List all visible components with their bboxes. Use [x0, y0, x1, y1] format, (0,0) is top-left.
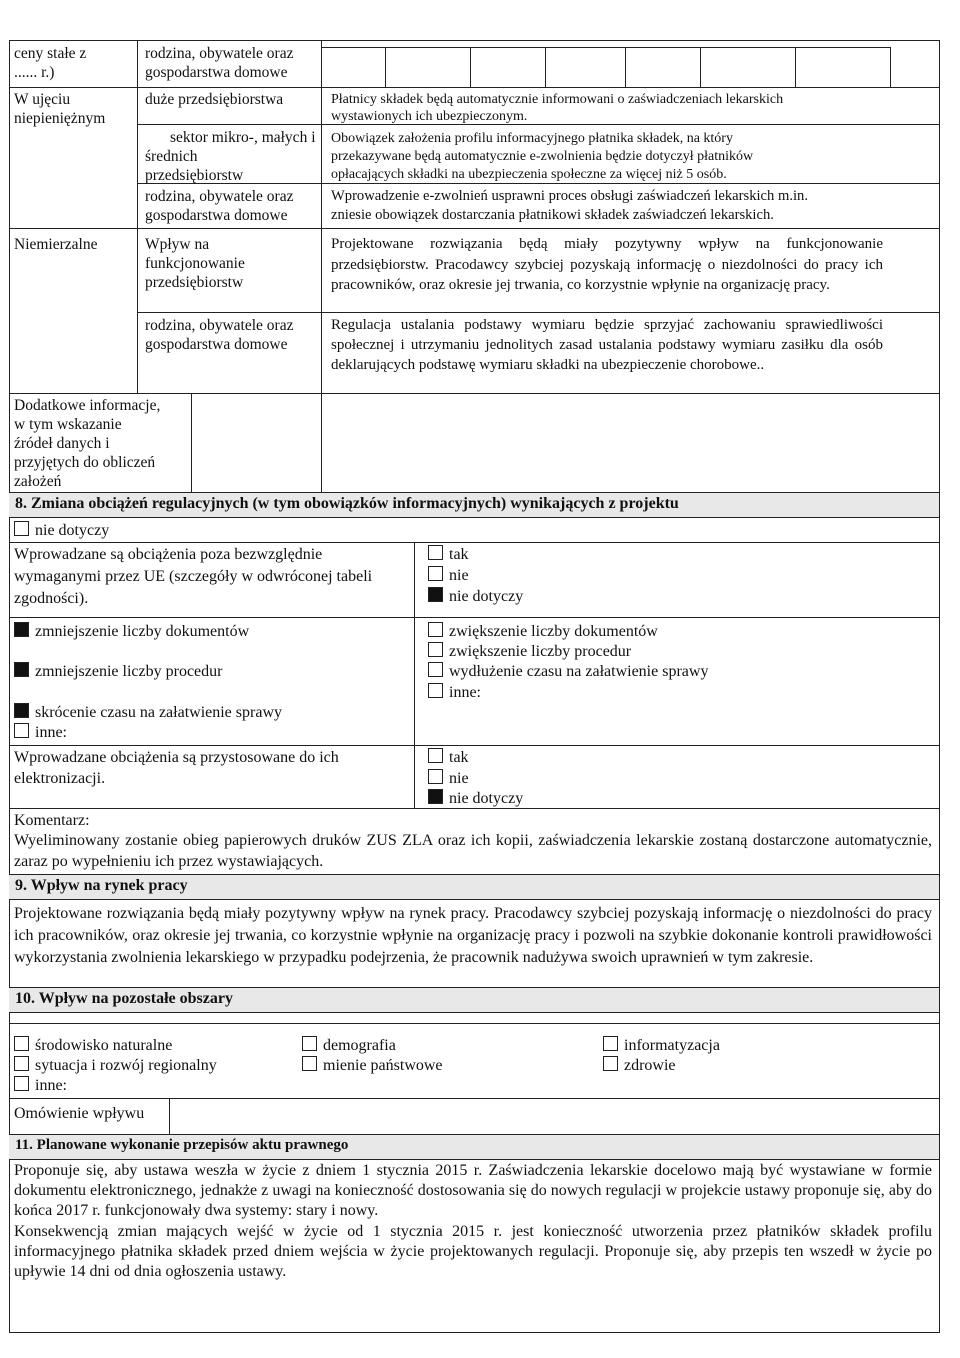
omowienie-label: Omówienie wpływu: [14, 1105, 145, 1122]
group-label: rodzina, obywatele oraz: [145, 188, 294, 205]
dodatkowe-label: Dodatkowe informacje,: [14, 397, 161, 414]
opt-zwiekszenie-procedur[interactable]: [428, 642, 631, 661]
cell-text: przekazywane będą automatycznie e-zwolnienia będzie dotyczył płatników: [331, 149, 754, 164]
checkbox-label: zdrowie: [624, 1057, 676, 1074]
row-label: niepieniężnym: [14, 110, 106, 127]
cell-sep: [625, 47, 626, 87]
section-11-p2: Konsekwencją zmian mających wejść w życie od 1 stycznia 2015 r. jest konieczność utworzenia przez płatników składek profilu informacyjnego płatnika składek przed dniem wejścia w życie projektowanych regulacji. Proponuje się, aby przepis ten wszedł w życie po upływie 14 dni od dnia ogłoszenia ustawy.: [14, 1223, 932, 1280]
col-line-1: [137, 40, 138, 393]
dodatkowe-label: przyjętych do obliczeń: [14, 454, 156, 471]
checkbox-icon: [428, 642, 443, 657]
opt-inne-right[interactable]: [428, 683, 481, 702]
cell-sep: [795, 47, 796, 87]
row-line: [9, 228, 940, 229]
checkbox-label: nie: [449, 770, 469, 787]
cell-text: Projektowane rozwiązania będą miały pozytywny wpływ na funkcjonowanie przedsiębiorstw. Pracodawcy szybciej pozyskają informację o niezdolności do pracy ich pracowników, oraz okresie jej trwania, co korzystnie wpłynie na organizację pracy.: [331, 236, 883, 293]
checkbox-icon: [603, 1056, 618, 1071]
checkbox-label: tak: [449, 546, 469, 563]
komentarz-label: Komentarz:: [14, 812, 90, 829]
q2-option-nie[interactable]: [428, 769, 469, 788]
checkbox-icon: [302, 1036, 317, 1051]
q2-option-tak[interactable]: [428, 748, 469, 767]
group-label: przedsiębiorstw: [145, 167, 244, 184]
q1-option-nie-dotyczy[interactable]: [428, 587, 523, 606]
row-line: [137, 312, 940, 313]
checkbox-label: nie dotyczy: [449, 588, 524, 605]
checkbox-label: zwiększenie liczby procedur: [449, 643, 632, 660]
checkbox-label: środowisko naturalne: [35, 1037, 173, 1054]
opt-inne-s10[interactable]: [14, 1076, 67, 1095]
row-line: [9, 393, 940, 394]
col-line: [414, 542, 415, 617]
dodatkowe-label: źródeł danych i: [14, 435, 110, 452]
opt-sytuacja-regionalna[interactable]: [14, 1056, 217, 1075]
q2-text: elektronizacji.: [14, 770, 106, 787]
opt-zwiekszenie-dokumentow[interactable]: [428, 622, 658, 641]
checkbox-label: zwiększenie liczby dokumentów: [449, 623, 658, 640]
opt-demografia[interactable]: [302, 1036, 396, 1055]
section-8-header: [9, 492, 939, 518]
cell-text: opłacających składki na ubezpieczenia społeczne za więcej niż 5 osób.: [331, 167, 727, 182]
group-label: przedsiębiorstw: [145, 274, 244, 291]
col-line: [414, 617, 415, 745]
checkbox-label: inne:: [35, 724, 67, 741]
col-line-2: [321, 40, 322, 492]
checkbox-icon: [428, 748, 443, 763]
q1-option-tak[interactable]: [428, 545, 469, 564]
opt-srodowisko[interactable]: [14, 1036, 172, 1055]
group-label: sektor mikro-, małych i: [170, 129, 316, 146]
checkbox-label: skrócenie czasu na załatwienie sprawy: [35, 704, 282, 721]
col-line-dodatkowe: [191, 393, 192, 492]
bottom-border: [9, 1332, 940, 1333]
checkbox-icon: [428, 545, 443, 560]
cell-text: Regulacja ustalania podstawy wymiaru będzie sprzyjać zachowaniu sprawiedliwości społecznej i utrzymaniu jednolitych zasad ustalania podstawy wymiaru zasiłku dla osób deklarujących podstawę wymiaru składki na ubezpieczenie chorobowe..: [331, 317, 883, 373]
q2-option-nie-dotyczy[interactable]: [428, 789, 523, 808]
group-label: Wpływ na: [145, 236, 210, 253]
col-line: [169, 1098, 170, 1134]
row-label: W ujęciu: [14, 91, 71, 108]
col-line: [414, 745, 415, 808]
group-label: rodzina, obywatele oraz: [145, 45, 294, 62]
checkbox-label: zmniejszenie liczby procedur: [35, 663, 223, 680]
group-label: średnich: [145, 148, 198, 165]
cell-sep: [385, 47, 386, 87]
checkbox-label: nie: [449, 567, 469, 584]
cell-sep: [700, 47, 701, 87]
opt-zmniejszenie-dokumentow[interactable]: [14, 622, 249, 641]
section-9-text: Projektowane rozwiązania będą miały pozytywny wpływ na rynek pracy. Pracodawcy szybciej pozyskają informację o niezdolności do pracy ich pracowników, oraz okresie jej trwania, co korzystnie wpłynie na organizację pracy i pozwoli na szybkie dokonanie kontroli prawidłowości wykorzystania zwolnienia lekarskiego w przypadku podejrzenia, że pracownik nadużywa swoich uprawnień w tym zakresie.: [14, 905, 932, 966]
checkbox-icon: [14, 1076, 29, 1091]
checkbox-label: sytuacja i rozwój regionalny: [35, 1057, 217, 1074]
checkbox-icon: [14, 662, 29, 677]
opt-zdrowie[interactable]: [603, 1056, 676, 1075]
opt-inne-left[interactable]: [14, 723, 67, 742]
cell-text: Płatnicy składek będą automatycznie informowani o zaświadczeniach lekarskich: [331, 92, 784, 107]
checkbox-icon: [603, 1036, 618, 1051]
cell-sep: [545, 47, 546, 87]
opt-skrocenie-czasu[interactable]: [14, 703, 282, 722]
checkbox-label: mienie państwowe: [323, 1057, 443, 1074]
cell-text: zniesie obowiązek dostarczania płatnikowi składek zaświadczeń lekarskich.: [331, 207, 774, 223]
row-line: [9, 542, 940, 543]
checkbox-icon: [302, 1056, 317, 1071]
checkbox-label: informatyzacja: [624, 1037, 720, 1054]
checkbox-icon: [428, 566, 443, 581]
q1-text: zgodności).: [14, 590, 89, 607]
nie-dotyczy-checkbox[interactable]: [14, 521, 109, 540]
section-11-title: 11. Planowane wykonanie przepisów aktu prawnego: [15, 1137, 349, 1153]
section-11-p1: Proponuje się, aby ustawa weszła w życie z dniem 1 stycznia 2015 r. Zaświadczenia lekarskie docelowo mają być wystawiane w formie dokumentu elektronicznego, jednakże z uwagi na konieczność dostosowania się do nowych regulacji w projekcie ustawy proponuje się, aby do końca 2017 r. funkcjonowały dwa systemy: stary i nowy.: [14, 1162, 932, 1219]
section-10-header: [9, 987, 939, 1013]
row-line: [9, 617, 940, 618]
cell-text: Obowiązek założenia profilu informacyjnego płatnika składek, na który: [331, 131, 733, 146]
checkbox-icon: [14, 703, 29, 718]
opt-informatyzacja[interactable]: [603, 1036, 720, 1055]
checkbox-label: wydłużenie czasu na załatwienie sprawy: [449, 663, 709, 680]
checkbox-icon: [428, 789, 443, 804]
cell-sep: [890, 47, 891, 87]
row-label: Niemierzalne: [14, 236, 98, 253]
cell-text: Wprowadzenie e-zwolnień usprawni proces obsługi zaświadczeń lekarskich m.in.: [331, 188, 808, 204]
checkbox-icon: [14, 723, 29, 738]
komentarz-text: Wyeliminowany zostanie obieg papierowych druków ZUS ZLA oraz ich kopii, zaświadczenia lekarskie zostaną dostarczone automatycznie, zaraz po wypełnieniu ich przez wystawiających.: [14, 832, 932, 870]
section-11-header: [9, 1134, 939, 1160]
checkbox-icon: [428, 662, 443, 677]
group-label: duże przedsiębiorstwa: [145, 91, 284, 108]
checkbox-label: nie dotyczy: [449, 790, 524, 807]
section-8-title: 8. Zmiana obciążeń regulacyjnych (w tym obowiązków informacyjnych) wynikających z projektu: [15, 495, 679, 512]
small-cells-top: [321, 47, 891, 48]
group-label: gospodarstwa domowe: [145, 64, 288, 81]
group-label: funkcjonowanie: [145, 255, 245, 272]
checkbox-icon: [14, 1036, 29, 1051]
checkbox-label: demografia: [323, 1037, 396, 1054]
q1-text: Wprowadzane są obciążenia poza bezwzględnie: [14, 546, 323, 563]
checkbox-icon: [14, 622, 29, 637]
cell-text: wystawionych ich ubezpieczonym.: [331, 109, 528, 124]
section-9-header: [9, 874, 939, 900]
dodatkowe-label: założeń: [14, 473, 62, 490]
row-line: [9, 1098, 940, 1099]
row-line: [137, 124, 940, 125]
top-border: [9, 40, 940, 41]
checkbox-icon: [14, 521, 29, 536]
q1-text: wymaganymi przez UE (szczegóły w odwróconej tabeli: [14, 568, 373, 585]
checkbox-label: nie dotyczy: [35, 522, 110, 539]
dodatkowe-label: w tym wskazanie: [14, 416, 122, 433]
checkbox-icon: [428, 622, 443, 637]
checkbox-icon: [14, 1056, 29, 1071]
opt-mienie-panstwowe[interactable]: [302, 1056, 443, 1075]
checkbox-icon: [428, 769, 443, 784]
group-label: gospodarstwa domowe: [145, 336, 288, 353]
section-9-title: 9. Wpływ na rynek pracy: [15, 877, 188, 894]
checkbox-label: zmniejszenie liczby dokumentów: [35, 623, 250, 640]
group-label: gospodarstwa domowe: [145, 207, 288, 224]
opt-wydluzenie-czasu[interactable]: [428, 662, 708, 681]
q2-text: Wprowadzane obciążenia są przystosowane do ich: [14, 749, 339, 766]
right-border: [939, 40, 940, 1333]
checkbox-label: inne:: [449, 684, 481, 701]
checkbox-label: tak: [449, 749, 469, 766]
checkbox-label: inne:: [35, 1077, 67, 1094]
group-label: rodzina, obywatele oraz: [145, 317, 294, 334]
row-line: [9, 808, 940, 809]
cell-sep: [470, 47, 471, 87]
row-label: ceny stałe z: [14, 45, 87, 62]
row-line: [9, 745, 940, 746]
checkbox-icon: [428, 587, 443, 602]
q1-option-nie[interactable]: [428, 566, 469, 585]
checkbox-icon: [428, 683, 443, 698]
row-line: [9, 87, 940, 88]
row-label: ...... r.): [14, 64, 55, 81]
row-line: [9, 1023, 940, 1024]
section-10-title: 10. Wpływ na pozostałe obszary: [15, 990, 233, 1007]
opt-zmniejszenie-procedur[interactable]: [14, 662, 222, 681]
